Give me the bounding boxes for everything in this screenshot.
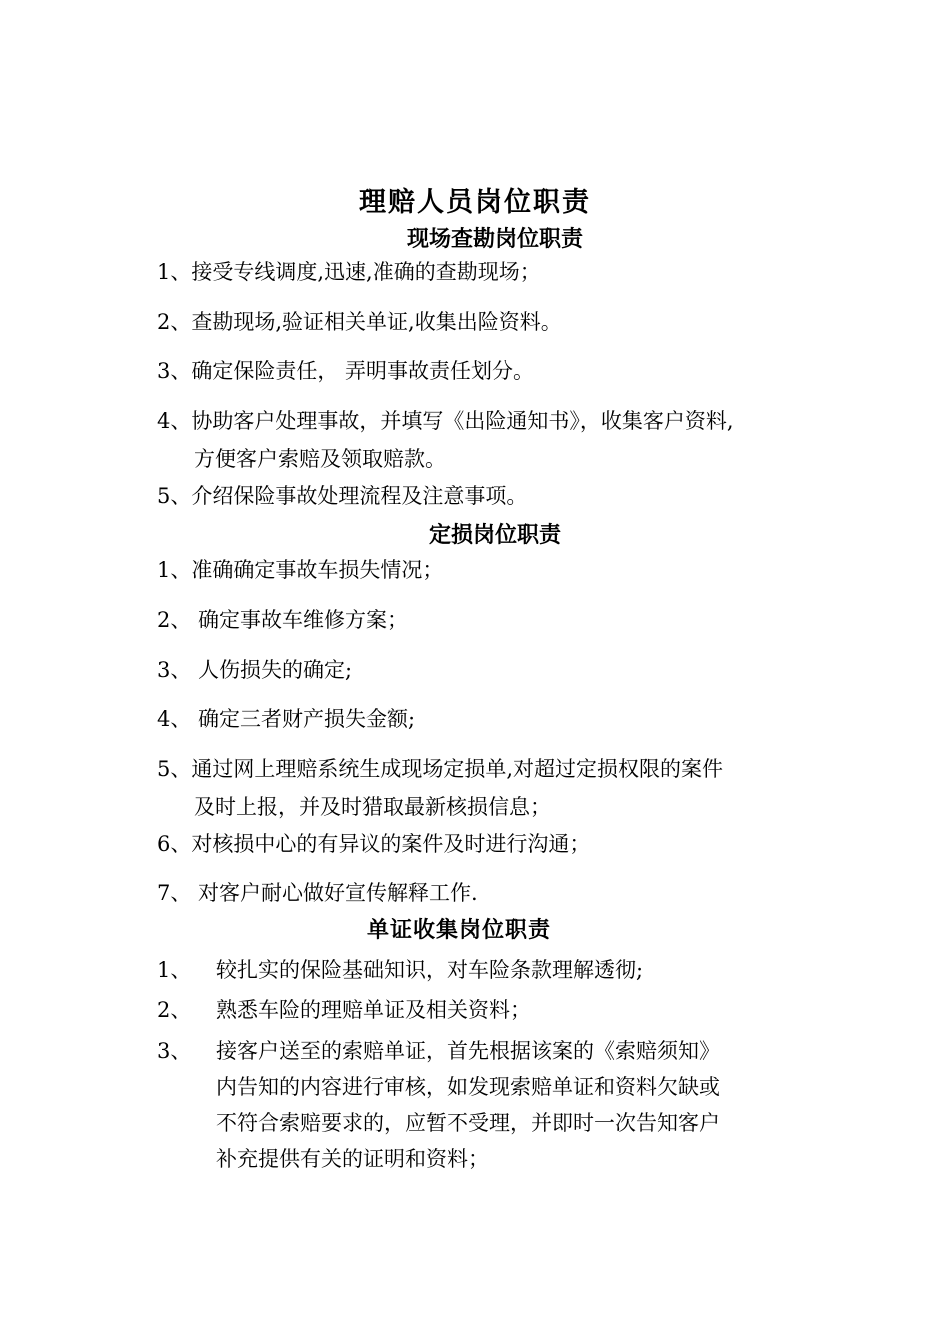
item-number: 2、 — [157, 998, 192, 1022]
list-item — [157, 309, 562, 335]
item-text: 较扎实的保险基础知识，对车险条款理解透彻; — [216, 958, 644, 982]
section-heading: 现场查勘岗位职责 — [406, 226, 583, 252]
list-item — [157, 358, 534, 384]
item-number: 1、 — [157, 260, 192, 284]
item-text-continuation: 方便客户索赔及领取赔款。 — [194, 447, 446, 471]
list-item — [157, 408, 734, 434]
item-text: 介绍保险事故处理流程及注意事项。 — [191, 484, 528, 508]
item-number: 5、 — [157, 757, 192, 781]
item-text: 接客户送至的索赔单证，首先根据该案的《索赔须知》 — [216, 1039, 720, 1063]
list-item — [157, 557, 443, 583]
item-number: 3、 — [157, 359, 192, 383]
item-text: 通过网上理赔系统生成现场定损单,对超过定损权限的案件 — [191, 757, 724, 781]
item-text: 确定保险责任， 弄明事故责任划分。 — [191, 359, 535, 383]
list-item — [157, 831, 590, 857]
item-text: 准确确定事故车损失情况； — [191, 558, 444, 582]
item-number: 2、 — [157, 310, 192, 334]
section-heading: 定损岗位职责 — [428, 522, 561, 548]
list-item — [157, 657, 352, 683]
item-text: 对核损中心的有异议的案件及时进行沟通； — [191, 832, 591, 856]
list-item — [157, 607, 408, 633]
item-number: 1、 — [157, 958, 192, 982]
item-number: 3、 — [157, 1039, 192, 1063]
item-number: 5、 — [157, 484, 192, 508]
list-item — [157, 756, 723, 782]
item-text: 熟悉车险的理赔单证及相关资料； — [216, 998, 531, 1022]
item-text: 接受专线调度,迅速,准确的查勘现场； — [191, 260, 541, 284]
item-number: 7、 — [157, 881, 192, 905]
item-text: 确定三者财产损失金额; — [191, 707, 416, 731]
list-item — [157, 1038, 720, 1064]
list-item — [157, 259, 541, 285]
item-number: 4、 — [157, 409, 192, 433]
section-heading: 单证收集岗位职责 — [366, 917, 551, 943]
item-text-continuation: 内告知的内容进行审核，如发现索赔单证和资料欠缺或 — [216, 1075, 720, 1099]
list-item — [157, 483, 527, 509]
item-text: 人伤损失的确定; — [191, 658, 353, 682]
item-text: 查勘现场,验证相关单证,收集出险资料。 — [191, 310, 562, 334]
list-item — [157, 957, 643, 983]
item-number: 3、 — [157, 658, 192, 682]
item-number: 6、 — [157, 832, 192, 856]
list-item — [157, 880, 478, 906]
item-text-continuation: 补充提供有关的证明和资料； — [216, 1147, 489, 1171]
item-number: 4、 — [157, 707, 192, 731]
item-text: 确定事故车维修方案； — [191, 608, 409, 632]
item-number: 2、 — [157, 608, 192, 632]
item-number: 1、 — [157, 558, 192, 582]
document-title: 理赔人员岗位职责 — [359, 187, 591, 218]
item-text-continuation: 不符合索赔要求的，应暂不受理，并即时一次告知客户 — [216, 1111, 720, 1135]
item-text: 协助客户处理事故，并填写《出险通知书》，收集客户资料, — [191, 409, 734, 433]
item-text-continuation: 及时上报，并及时猎取最新核损信息； — [194, 795, 551, 819]
list-item — [157, 706, 415, 732]
list-item — [157, 997, 531, 1023]
item-text: 对客户耐心做好宣传解释工作. — [191, 881, 478, 905]
